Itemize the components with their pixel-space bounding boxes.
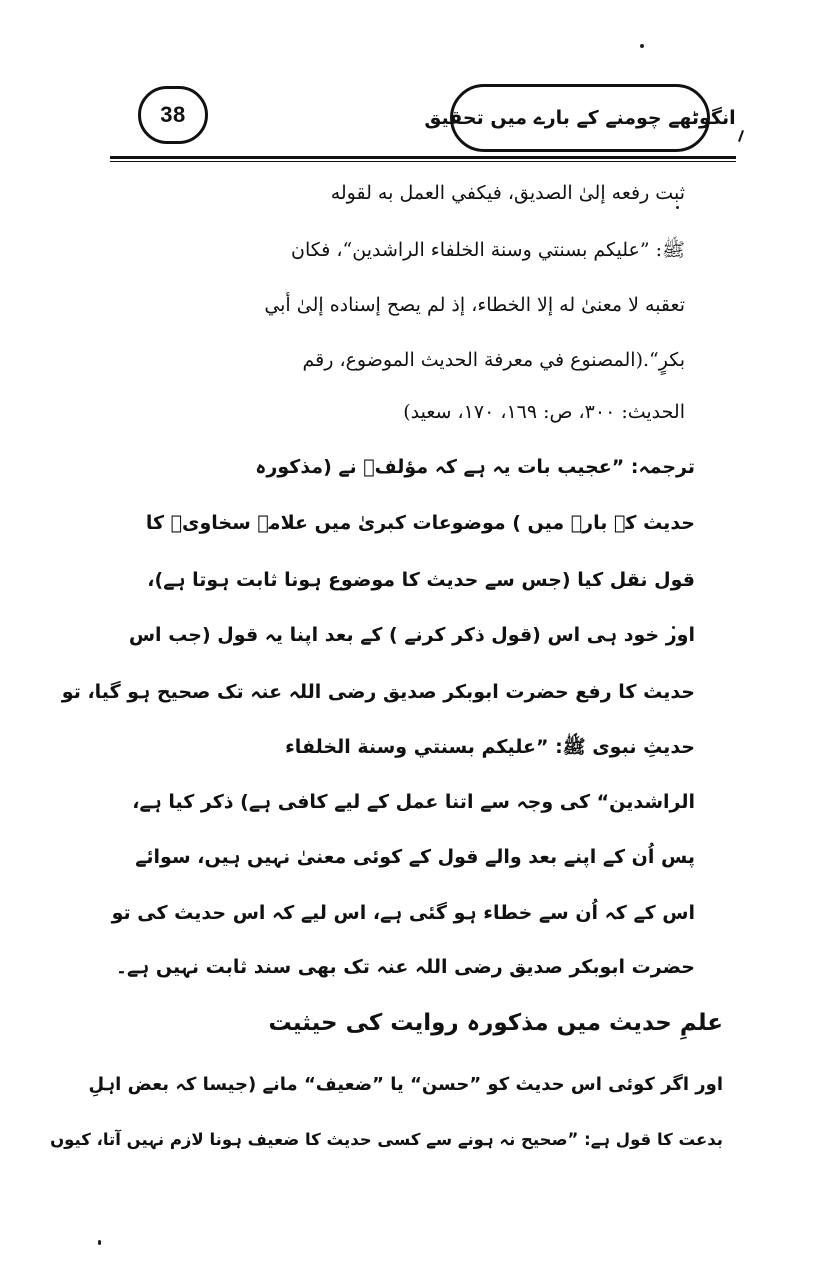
header-divider-thin [110,161,736,162]
chapter-title: انگوٹھے چومنے کے بارے میں تحقیق [450,84,710,152]
section-line: بدعت کا قول ہے: ”صحیح نہ ہونے سے کسی حدیث کا ضعیف ہونا لازم نہیں آتا، کیوں [50,1130,723,1149]
translation-line: حدیث کے بارے میں ) موضوعات کبریٰ میں علامہ سخاویؒ کا [145,512,695,534]
ink-speck [640,44,644,48]
translation-line: قول نقل کیا (جس سے حدیث کا موضوع ہونا ثابت ہوتا ہے)، [147,569,695,591]
translation-line: اور خود ہی اس (قول ذکر کرنے ) کے بعد اپنا یہ قول (جب اس [128,624,695,646]
arabic-quote-line: الحديث: ٣٠٠، ص: ١٦٩، ١٧٠، سعيد) [403,401,685,423]
arabic-quote-line: ﷺ: ”عليكم بسنتي وسنة الخلفاء الراشدين“، فكان [291,239,685,261]
translation-line: حضرت ابوبکر صدیق رضی اللہ عنہ تک بھی سند ثابت نہیں ہے۔ [115,956,695,978]
section-line: اور اگر کوئی اس حدیث کو ”حسن“ یا ”ضعیف“ مانے (جیسا کہ بعض اہلِ [88,1074,723,1095]
translation-line: ترجمہ: ”عجیب بات یہ ہے کہ مؤلفؒ نے (مذکورہ [255,456,695,478]
page-number: 38 [138,86,208,144]
ink-speck [98,1240,101,1245]
margin-mark [738,130,744,142]
translation-line: پس اُن کے اپنے بعد والے قول کے کوئی معنیٰ نہیں ہیں، سوائے [135,846,695,868]
section-heading: علمِ حدیث میں مذکورہ روایت کی حیثیت [268,1010,723,1036]
translation-line: الراشدين“ کی وجہ سے اتنا عمل کے لیے کافی ہے) ذکر کیا ہے، [132,791,695,813]
translation-line: حدیثِ نبوی ﷺ: ”عليكم بسنتي وسنة الخلفاء [285,736,695,758]
translation-line: حدیث کا رفع حضرت ابوبکر صدیق رضی اللہ عنہ تک صحیح ہو گیا، تو [61,681,695,703]
arabic-quote-line: بكرٍ“.(المصنوع في معرفة الحديث الموضوع، رقم [302,349,685,371]
arabic-quote-line: تعقبه لا معنىٰ له إلا الخطاء، إذ لم يصح إسناده إلىٰ أبي [264,294,685,316]
arabic-quote-line: ثبت رفعه إلىٰ الصديق، فيكفي العمل به لقوله [330,182,685,204]
header-divider [110,156,736,159]
translation-line: اس کے کہ اُن سے خطاء ہو گئی ہے، اس لیے کہ اس حدیث کی تو [111,902,695,924]
